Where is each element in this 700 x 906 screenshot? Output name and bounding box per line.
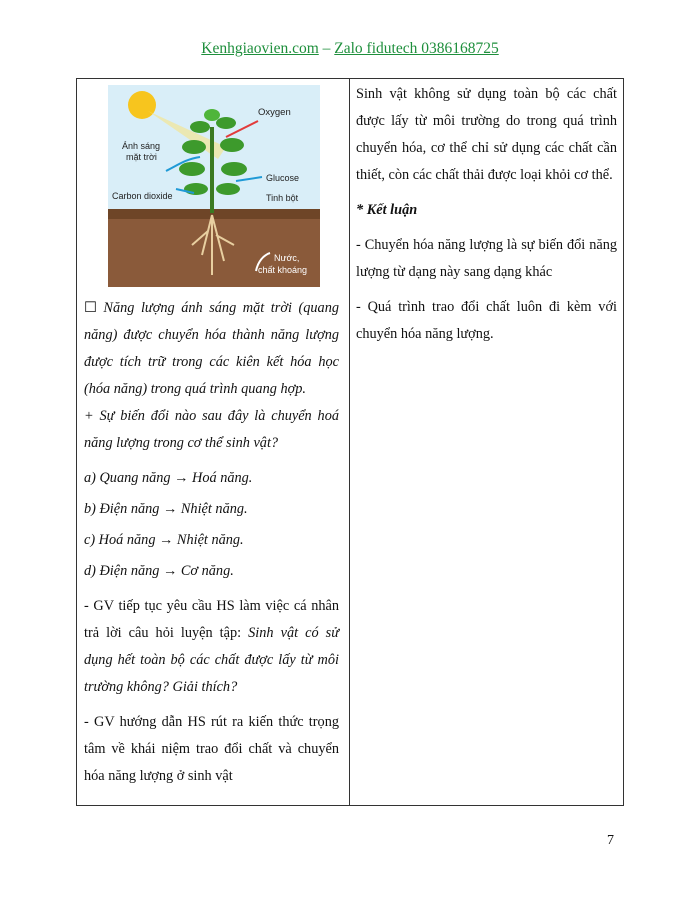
gv-instruction-2: - GV hướng dẫn HS rút ra kiến thức trọng tâm về khái niệm trao đổi chất và chuyển hóa năng lượng ở sinh vật [84,714,339,784]
leaf [182,140,206,154]
leaf [220,138,244,152]
gv-instruction-1 [84,593,339,701]
conclusion-heading: * Kết luận [356,202,418,218]
conclusion-item-2: - Quá trình trao đổi chất luôn đi kèm với chuyển hóa năng lượng. [356,299,617,342]
photosynthesis-figure [108,85,320,287]
option-a: a) Quang năng → Hoá năng. [84,470,253,486]
answer-text: Sinh vật không sử dụng toàn bộ các chất được lấy từ môi trường do trong quá trình chuyển hóa, cơ thể chỉ sử dụng các chất cần thiết, còn các chất thải được loại khỏi cơ thể. [356,86,617,183]
header-contact-link[interactable]: Zalo fidutech 0386168725 [334,40,499,57]
gv-instruction-1-text: - GV tiếp tục yêu cầu HS làm việc cá nhân trả lời câu hỏi luyện tập: [84,598,339,641]
right-column [350,79,623,805]
leaf [221,162,247,176]
question-text: + Sự biến đổi nào sau đây là chuyển hoá năng lượng trong cơ thể sinh vật? [84,408,339,451]
label-starch: Tinh bột [266,193,299,203]
sun-icon [128,91,156,119]
label-oxygen: Oxygen [258,107,291,118]
left-column [77,79,350,805]
label-light-1: Ánh sáng [122,141,161,151]
leaf [204,109,220,121]
light-energy-paragraph [84,295,339,403]
conclusion-item-1: - Chuyển hóa năng lượng là sự biến đổi năng lượng từ dạng này sang dạng khác [356,237,617,280]
lesson-table [76,78,624,806]
label-water-1: Nước, [274,253,300,263]
option-b: b) Điện năng → Nhiệt năng. [84,501,248,517]
header-separator: – [318,40,335,57]
label-light-2: mặt trời [126,152,157,162]
header-site-link[interactable]: Kenhgiaovien.com [201,40,319,57]
option-d: d) Điện năng → Cơ năng. [84,563,234,579]
page-header [0,40,700,58]
leaf [216,117,236,129]
label-glucose: Glucose [266,173,300,183]
leaf [179,162,205,176]
option-c: c) Hoá năng → Nhiệt năng. [84,532,244,548]
bullet-text: Năng lượng ánh sáng mặt trời (quang năng) được chuyển hóa thành năng lượng được tích trữ trong các kiên kết hóa học (hóa năng) trong quá trình quang hợp. [84,300,340,397]
page-number: 7 [607,833,614,848]
gv-instruction-1-question: Sinh vật có sử dụng hết toàn bộ các chất được lấy từ môi trường không? Giải thích? [84,625,339,695]
leaf [216,183,240,195]
label-co2: Carbon dioxide [112,191,173,201]
label-water-2: chất khoáng [258,265,308,275]
bullet-box-icon: ☐ [84,300,97,316]
leaf [190,121,210,133]
leaf [184,183,208,195]
